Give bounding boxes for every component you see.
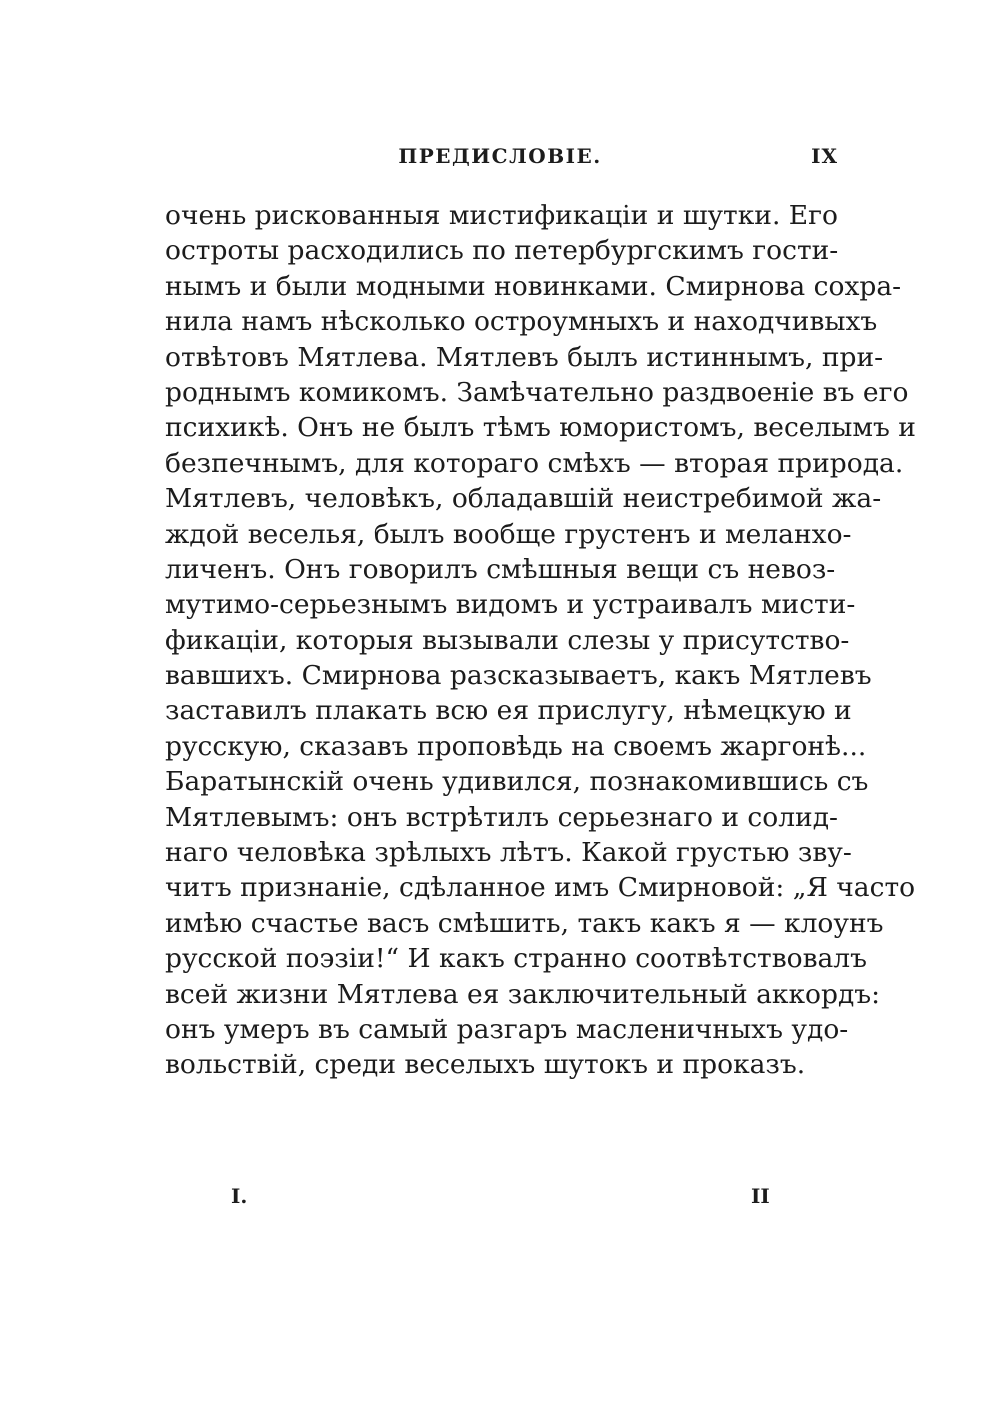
text-line: Баратынскій очень удивился, познакомившись съ bbox=[165, 766, 869, 798]
running-head bbox=[160, 141, 840, 171]
text-line: очень рискованныя мистификаціи и шутки. Его bbox=[165, 200, 838, 231]
body-text bbox=[165, 198, 916, 1083]
text-line: нымъ и были модными новинками. Смирнова сохра- bbox=[165, 270, 902, 302]
text-line-last: вольствій, среди веселыхъ шутокъ и проказъ. bbox=[165, 1049, 806, 1081]
text-line: фикаціи, которыя вызывали слезы у присутство- bbox=[165, 624, 850, 656]
text-line: безпечнымъ, для котораго смѣхъ — вторая природа. bbox=[165, 447, 904, 479]
text-line: вавшихъ. Смирнова разсказываетъ, какъ Мятлевъ bbox=[165, 660, 872, 692]
text-line: имѣю счастье васъ смѣшить, такъ какъ я — клоунъ bbox=[165, 907, 884, 939]
page-number: IX bbox=[811, 144, 838, 168]
text-line: роднымъ комикомъ. Замѣчательно раздвоеніе въ его bbox=[165, 376, 909, 408]
running-title: ПРЕДИСЛОВІЕ. bbox=[398, 144, 602, 168]
text-line: читъ признаніе, сдѣланное имъ Смирновой: „Я часто bbox=[165, 872, 916, 904]
text-line: заставилъ плакать всю ея прислугу, нѣмецкую и bbox=[165, 695, 852, 727]
text-line: наго человѣка зрѣлыхъ лѣтъ. Какой грустью зву- bbox=[165, 837, 852, 869]
text-line: отвѣтовъ Мятлева. Мятлевъ былъ истиннымъ, при- bbox=[165, 341, 884, 373]
text-line: мутимо-серьезнымъ видомъ и устраивалъ мисти- bbox=[165, 589, 856, 621]
text-line: русскую, сказавъ проповѣдь на своемъ жаргонѣ... bbox=[165, 730, 867, 762]
text-line: онъ умеръ въ самый разгаръ масленичныхъ удо- bbox=[165, 1013, 849, 1045]
text-line: Мятлевъ, человѣкъ, обладавшій неистребимой жа- bbox=[165, 483, 882, 515]
text-line: личенъ. Онъ говорилъ смѣшныя вещи съ невоз- bbox=[165, 553, 836, 585]
text-line: ждой веселья, былъ вообще грустенъ и меланхо- bbox=[165, 518, 852, 550]
text-line: всей жизни Мятлева ея заключительный аккордъ: bbox=[165, 978, 881, 1010]
text-line: психикѣ. Онъ не былъ тѣмъ юмористомъ, веселымъ и bbox=[165, 412, 916, 444]
signature-mark-right: II bbox=[751, 1184, 770, 1208]
text-line: Мятлевымъ: онъ встрѣтилъ серьезнаго и солид- bbox=[165, 801, 838, 833]
text-line: русской поэзіи!“ И какъ странно соотвѣтствовалъ bbox=[165, 943, 867, 975]
text-line: нила намъ нѣсколько остроумныхъ и находчивыхъ bbox=[165, 306, 878, 338]
text-line: остроты расходились по петербургскимъ гости- bbox=[165, 235, 839, 267]
signature-mark-left: I. bbox=[231, 1184, 248, 1208]
